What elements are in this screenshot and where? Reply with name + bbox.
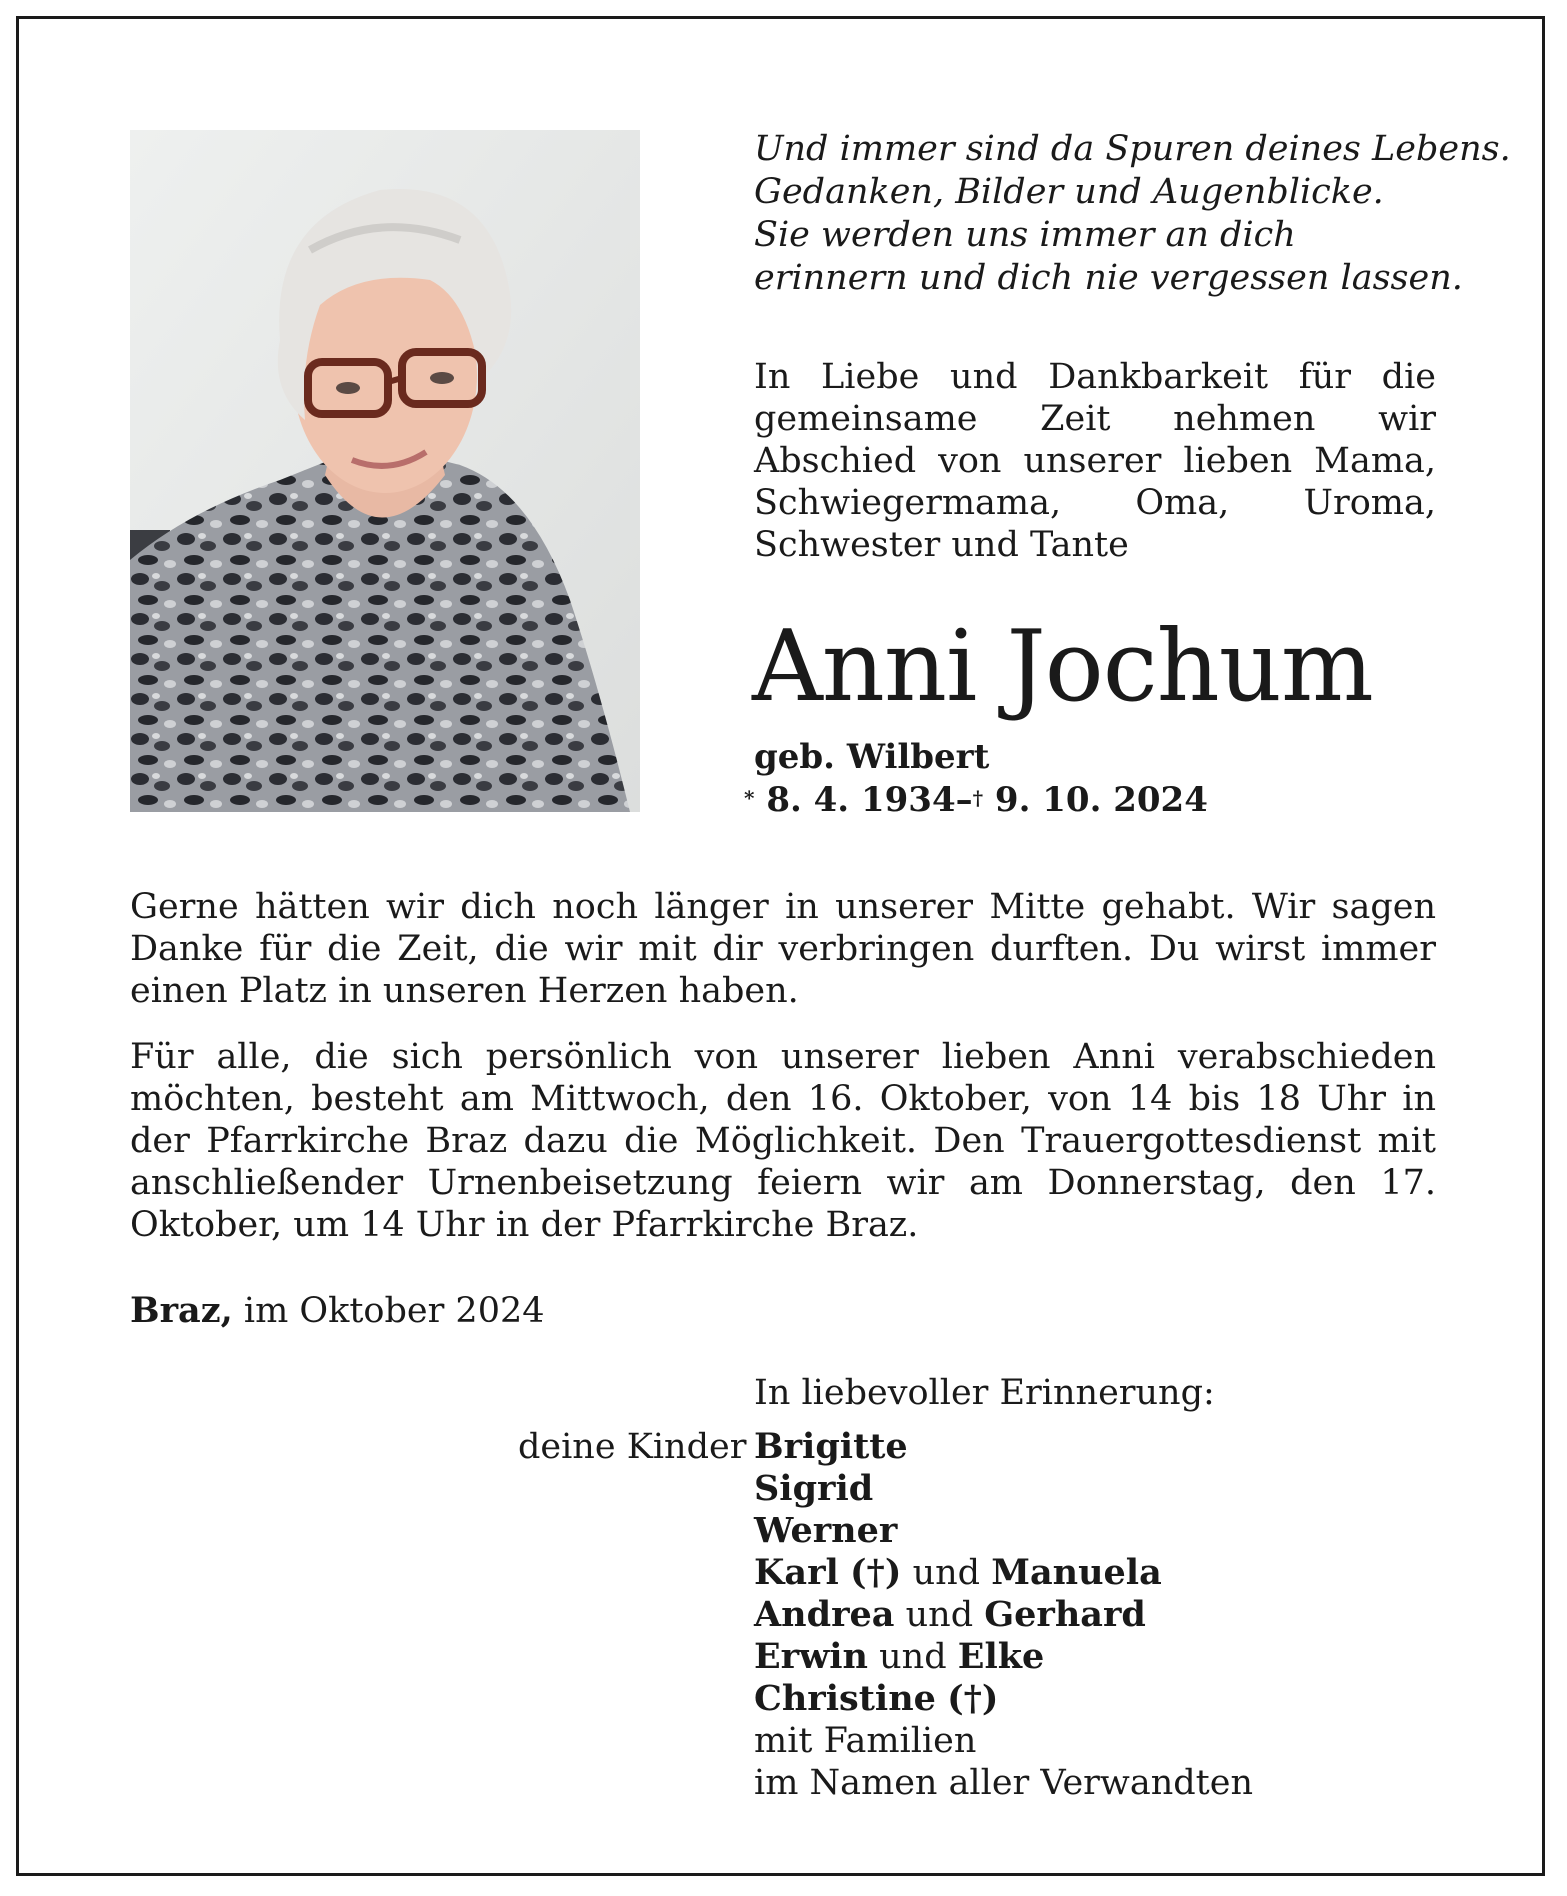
intro-text: In Liebe und Dankbarkeit für die gemeinsame Zeit nehmen wir Abschied von unserer lieben Mama, Schwiegermama, Oma, Uroma, Schwester und Tante	[754, 357, 1436, 565]
poem-line: erinnern und dich nie vergessen lassen.	[754, 258, 1463, 298]
kids-label: deine Kinder	[518, 1427, 747, 1467]
birth-date: 8. 4. 1934	[766, 780, 956, 820]
poem-line: Und immer sind da Spuren deines Lebens.	[754, 129, 1511, 169]
poem	[754, 128, 1511, 300]
place-date	[130, 1290, 545, 1332]
deceased-name: Anni Jochum	[752, 610, 1373, 724]
place-month: im Oktober 2024	[243, 1291, 545, 1331]
and-word: und	[879, 1637, 947, 1677]
family-line	[754, 1594, 1253, 1636]
birth-name: geb. Wilbert	[754, 737, 990, 777]
family-name: Gerhard	[984, 1594, 1146, 1635]
death-symbol: †	[972, 786, 984, 810]
portrait-illustration	[130, 130, 640, 812]
family-line	[754, 1552, 1253, 1594]
family-name: Elke	[957, 1636, 1045, 1677]
deceased-mark: (†)	[849, 1552, 902, 1593]
family-line	[754, 1678, 1253, 1720]
poem-line: Sie werden uns immer an dich	[754, 215, 1296, 255]
family-line	[754, 1426, 1253, 1468]
portrait-photo	[130, 130, 640, 812]
family-line: mit Familien	[754, 1721, 977, 1761]
family-name: Manuela	[991, 1552, 1162, 1593]
body-paragraph: Für alle, die sich persönlich von unserer lieben Anni verabschieden möchten, besteht am Mittwoch, den 16. Oktober, von 14 bis 18 Uhr in der Pfarrkirche Braz dazu die Möglichkeit. Den Trauergottesdienst mit anschließender Urnenbeisetzung feiern wir am Donnerstag, den 17. Oktober, um 14 Uhr in der Pfarrkirche Braz.	[130, 1037, 1436, 1245]
deceased-mark: (†)	[947, 1678, 999, 1719]
family-name: Brigitte	[754, 1426, 908, 1467]
poem-line: Gedanken, Bilder und Augenblicke.	[754, 172, 1384, 212]
family-line	[754, 1468, 1253, 1510]
and-word: und	[905, 1595, 974, 1635]
body-paragraph: Gerne hätten wir dich noch länger in unserer Mitte gehabt. Wir sagen Danke für die Zeit, die wir mit dir verbringen durften. Du wirst immer einen Platz in unseren Herzen haben.	[130, 887, 1436, 1011]
death-date: 9. 10. 2024	[994, 780, 1208, 820]
family-list	[754, 1426, 1253, 1804]
life-dates	[744, 778, 1208, 822]
family-name: Christine	[754, 1678, 936, 1719]
and-word: und	[912, 1553, 981, 1593]
family-line: im Namen aller Verwandten	[754, 1763, 1253, 1803]
date-separator: –	[955, 780, 973, 820]
family-name: Karl	[754, 1552, 839, 1593]
family-line	[754, 1510, 1253, 1552]
family-name: Werner	[754, 1510, 898, 1551]
memory-heading: In liebevoller Erinnerung:	[754, 1373, 1215, 1413]
birth-symbol: *	[744, 786, 755, 810]
place-town: Braz,	[130, 1290, 233, 1331]
family-name: Erwin	[754, 1636, 868, 1677]
family-name: Sigrid	[754, 1468, 874, 1509]
family-name: Andrea	[754, 1594, 895, 1635]
family-line	[754, 1636, 1253, 1678]
